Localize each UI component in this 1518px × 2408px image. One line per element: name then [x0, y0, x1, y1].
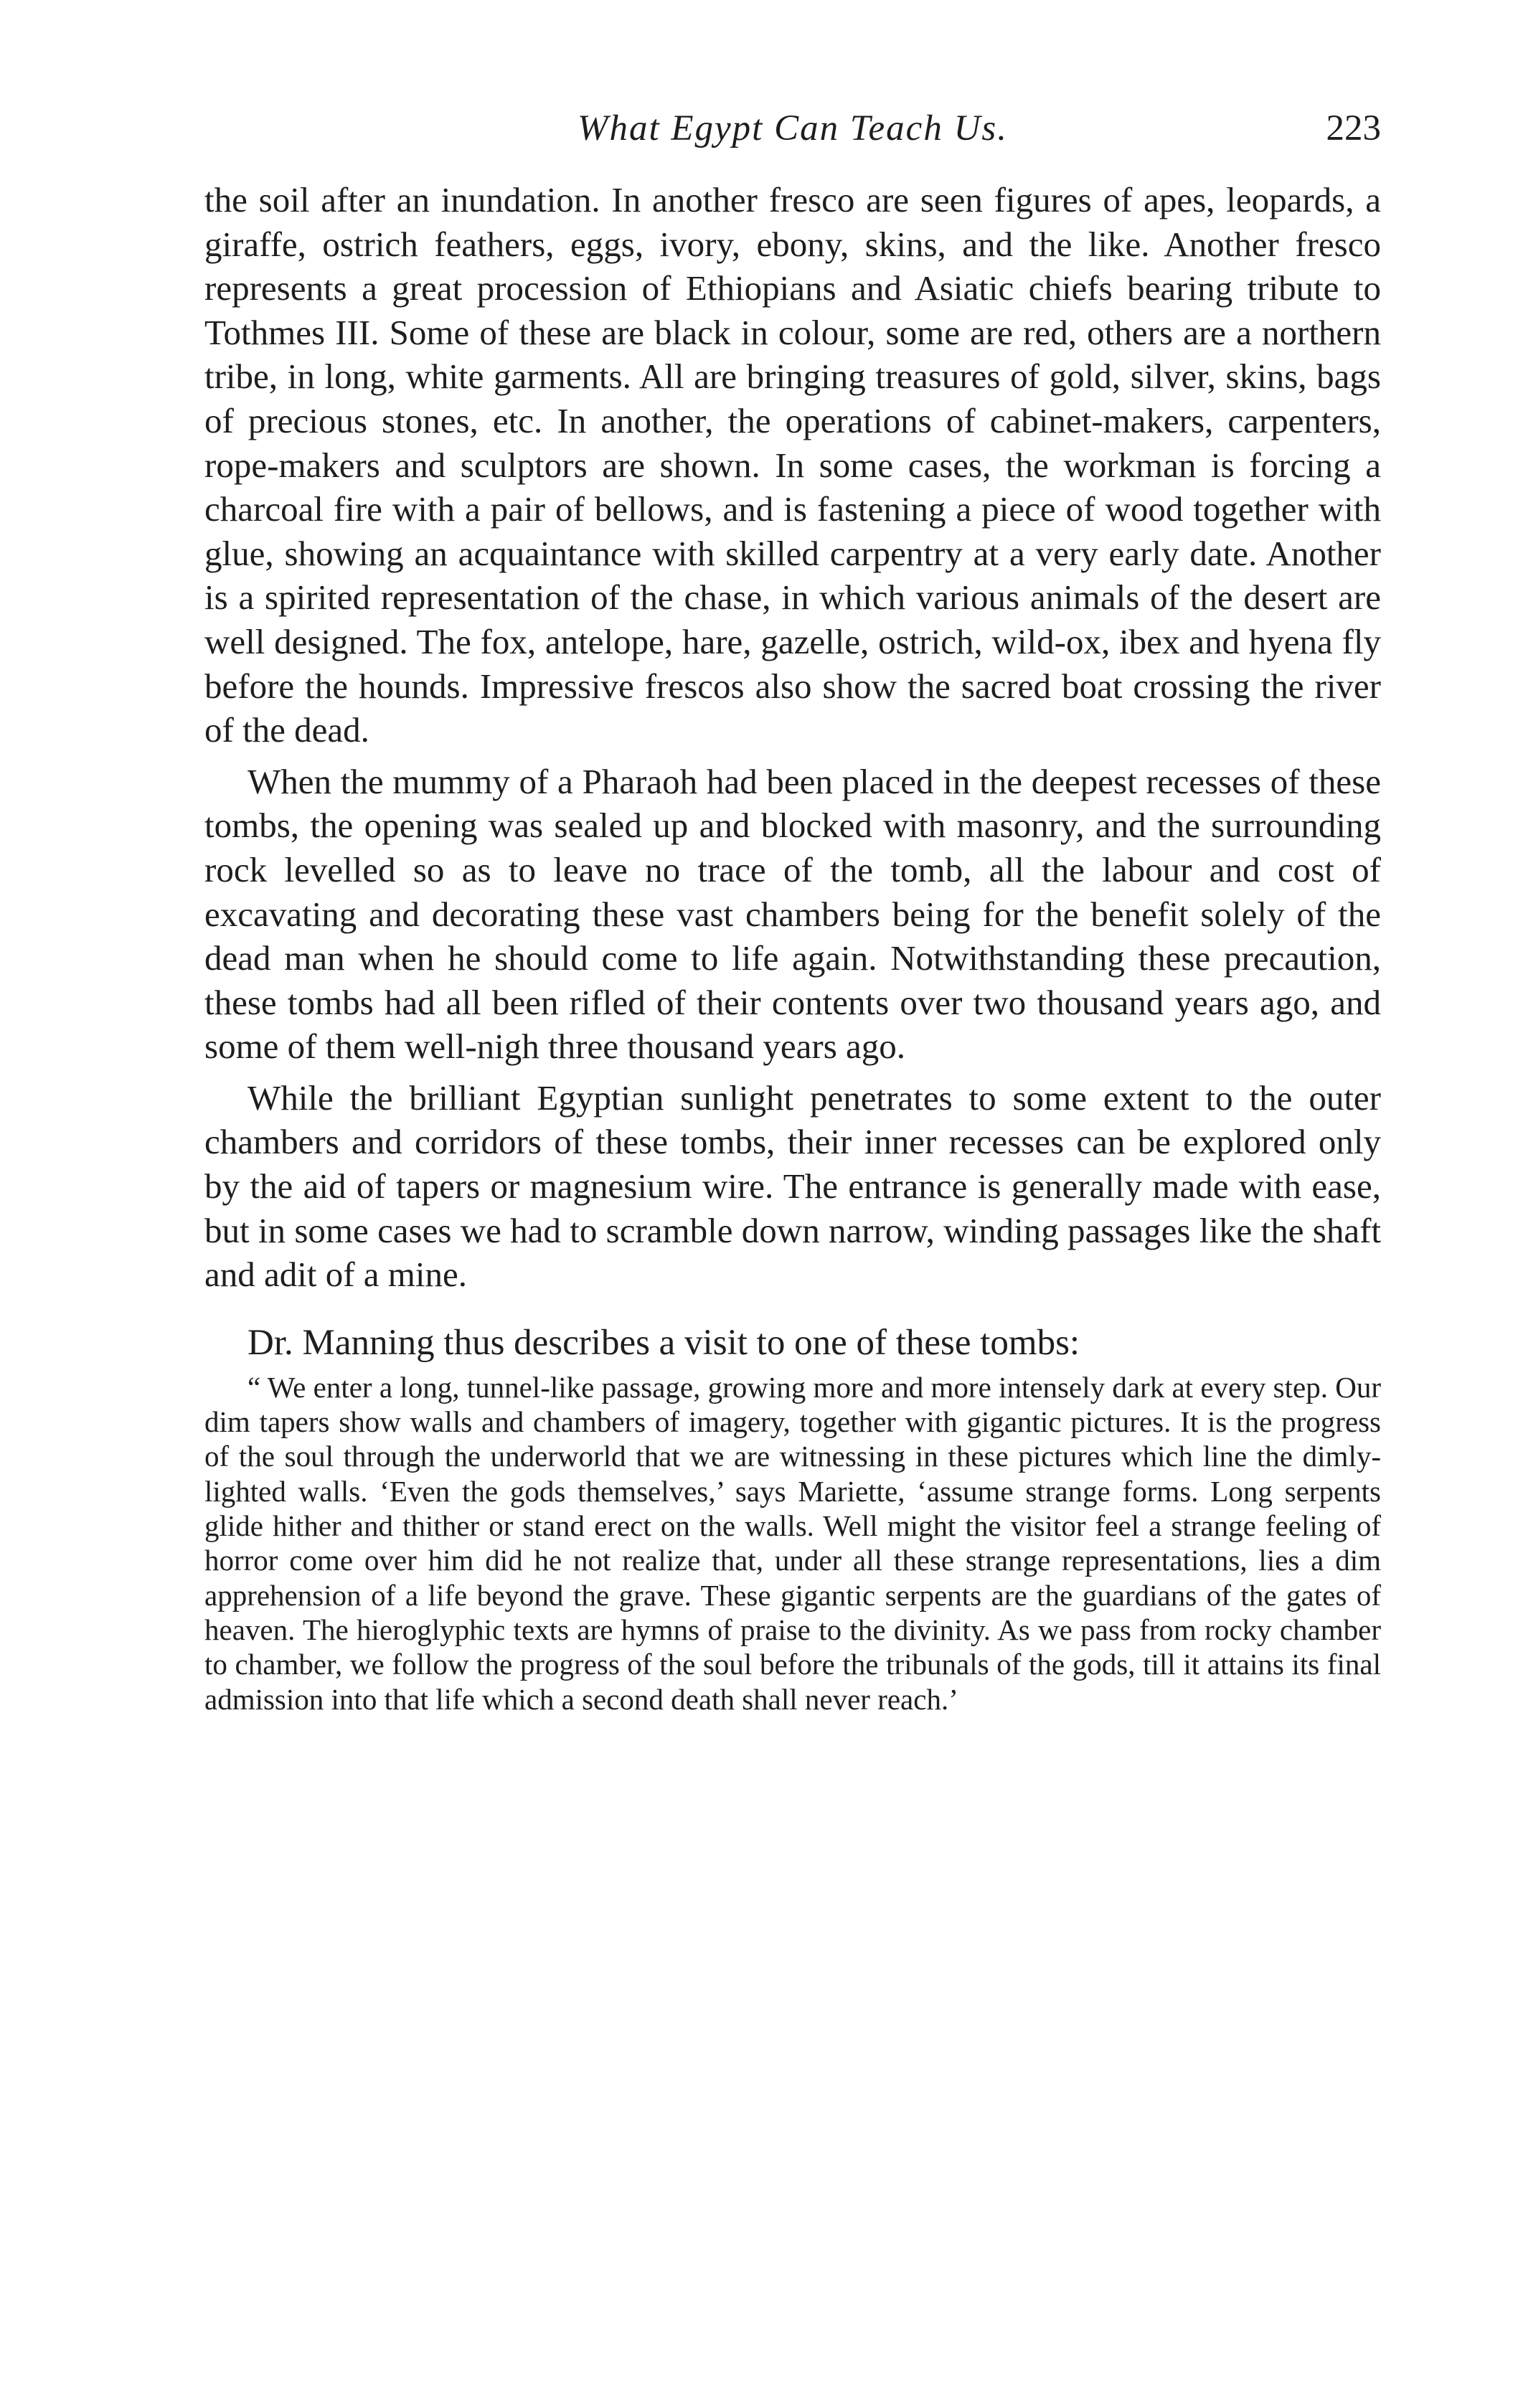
running-title: What Egypt Can Teach Us.	[577, 108, 1008, 148]
paragraph-mummy: When the mummy of a Pharaoh had been placed in the deepest recesses of these tombs, the opening was sealed up and blocked with masonry, and the surrounding rock levelled so as to leave no trace of the tomb, all the labour and cost of excavating and decorating these vast chambers being for the benefit solely of the dead man when he should come to life again. Notwithstanding these precaution, these tombs had all been rifled of their contents over two thousand years ago, and some of them well-nigh three thousand years ago.	[204, 761, 1381, 1067]
page-number: 223	[1326, 108, 1381, 148]
quote-text: “ We enter a long, tunnel-like passage, growing more and more intensely dark at every step. Our dim tapers show walls and chambers of imagery, together with gigantic pictures. It is the progress of the soul through the underworld that we are witnessing in these pictures which line the dimly-lighted walls. ‘Even the gods themselves,’ says Mariette, ‘assume strange forms. Long serpents glide hither and thither or stand erect on the walls. Well might the visitor feel a strange feeling of horror come over him did he not realize that, under all these strange representations, lies a dim apprehension of a life beyond the grave. These gigantic serpents are the guardians of the gates of heaven. The hieroglyphic texts are hymns of praise to the divinity. As we pass from rocky chamber to chamber, we follow the progress of the soul before the tribunals of the gods, till it attains its final admission into that life which a second death shall never reach.’	[204, 1370, 1381, 1716]
body-text	[204, 178, 1381, 1297]
quote-intro: Dr. Manning thus describes a visit to one of these tombs:	[248, 1322, 1080, 1363]
block-quote	[204, 1370, 1381, 1717]
paragraph-sunlight: While the brilliant Egyptian sunlight penetrates to some extent to the outer chambers and corridors of these tombs, their inner recesses can be explored only by the aid of tapers or magnesium wire. The entrance is generally made with ease, but in some cases we had to scramble down narrow, winding passages like the shaft and adit of a mine.	[204, 1077, 1381, 1295]
page-header	[204, 108, 1381, 165]
paragraph-fresco: the soil after an inundation. In another fresco are seen figures of apes, leopards, a giraffe, ostrich feathers, eggs, ivory, ebony, skins, and the like. Another fresco represents a great procession of Ethiopians and Asiatic chiefs bearing tribute to Tothmes III. Some of these are black in colour, some are red, others are a northern tribe, in long, white garments. All are bringing treasures of gold, silver, skins, bags of precious stones, etc. In another, the operations of cabinet-makers, carpenters, rope-makers and sculptors are shown. In some cases, the workman is forcing a charcoal fire with a pair of bellows, and is fastening a piece of wood together with glue, showing an acquaintance with skilled carpentry at a very early date. Another is a spirited representation of the chase, in which various animals of the desert are well designed. The fox, antelope, hare, gazelle, ostrich, wild-ox, ibex and hyena fly before the hounds. Impressive frescos also show the sacred boat crossing the river of the dead.	[204, 180, 1381, 750]
book-page	[204, 108, 1381, 1717]
